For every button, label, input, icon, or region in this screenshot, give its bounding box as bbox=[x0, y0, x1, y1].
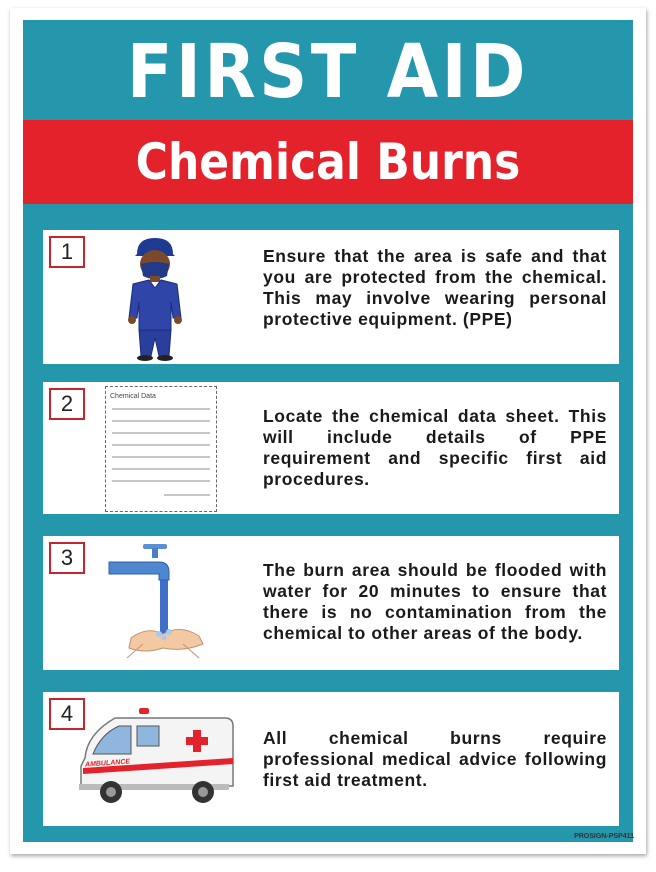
step-3-card bbox=[43, 536, 619, 670]
step-instruction: Locate the chemical data sheet. This will include details of PPE requirement and specific first aid procedures. bbox=[263, 406, 607, 489]
poster-frame bbox=[23, 20, 633, 842]
step-4-card bbox=[43, 692, 619, 826]
product-code: PROSIGN-PSP411 bbox=[574, 833, 634, 840]
tap-water-hands-icon bbox=[103, 540, 223, 664]
step-2-card bbox=[43, 382, 619, 514]
ambulance-icon bbox=[75, 706, 235, 810]
first-aid-poster bbox=[10, 8, 646, 854]
data-sheet-label: Chemical Data bbox=[110, 393, 156, 400]
step-instruction: The burn area should be flooded with water for 20 minutes to ensure that there is no contamination from the chemical to other areas of the body. bbox=[263, 560, 607, 643]
chemical-data-sheet-icon bbox=[105, 386, 217, 512]
subtitle-band bbox=[23, 120, 633, 204]
step-number: 2 bbox=[49, 388, 85, 420]
ambulance-label: AMBULANCE bbox=[84, 758, 131, 769]
step-number: 4 bbox=[49, 698, 85, 730]
step-number: 1 bbox=[49, 236, 85, 268]
step-number: 3 bbox=[49, 542, 85, 574]
step-1-card bbox=[43, 230, 619, 364]
worker-ppe-icon bbox=[119, 234, 191, 362]
poster-subtitle: Chemical Burns bbox=[135, 133, 521, 191]
step-instruction: Ensure that the area is safe and that you are protected from the chemical. This may involve wearing personal protective equipment. (PPE) bbox=[263, 246, 607, 329]
step-instruction: All chemical burns require professional medical advice following first aid treatment. bbox=[263, 728, 607, 790]
poster-title: FIRST AID bbox=[126, 29, 530, 115]
